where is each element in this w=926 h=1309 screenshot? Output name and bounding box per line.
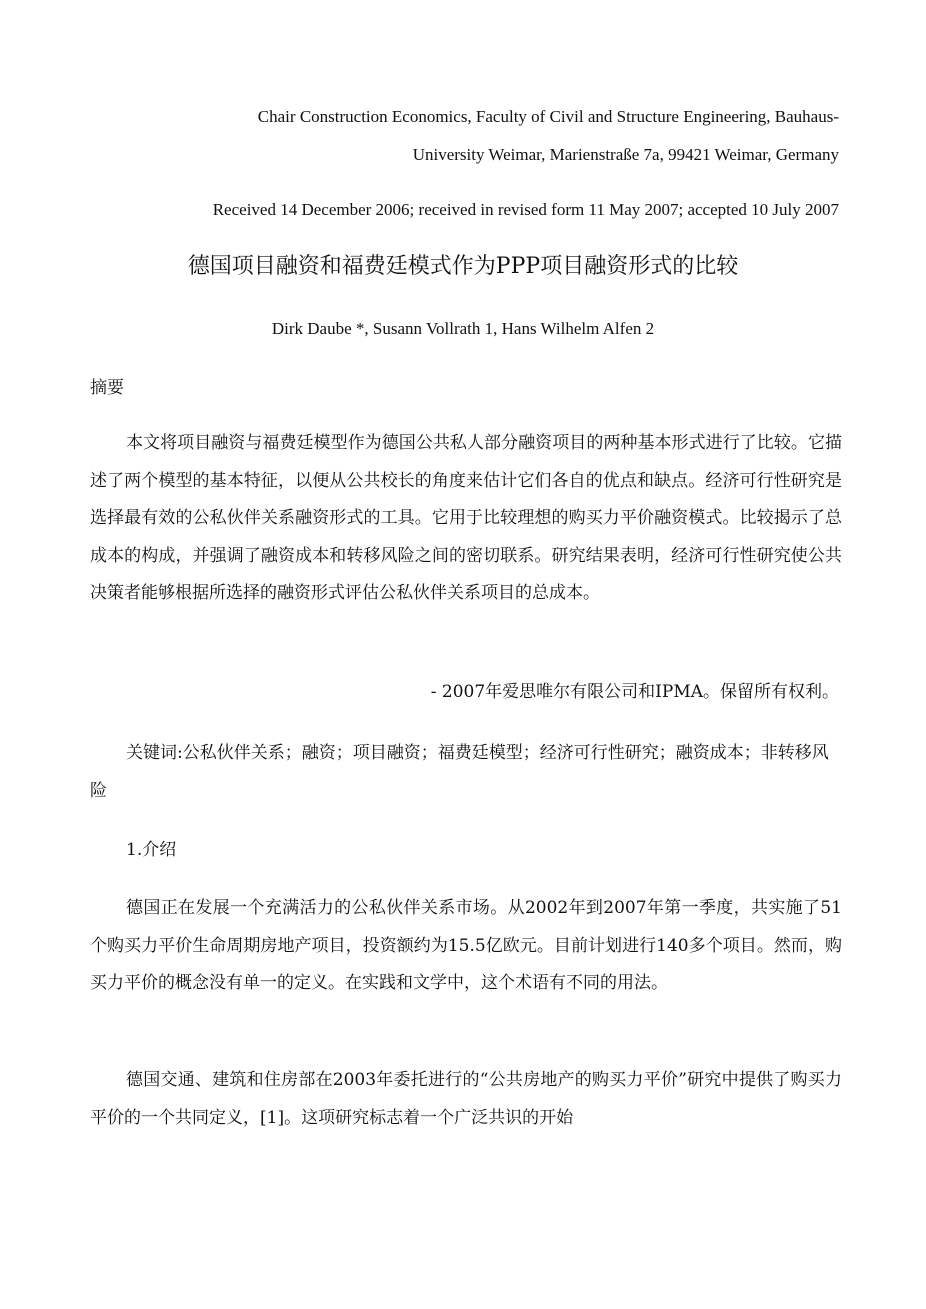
abstract-heading: 摘要 bbox=[90, 378, 124, 398]
affiliation-line-1: Chair Construction Economics, Faculty of Civil and Structure Engineering, Bauhaus- bbox=[257, 107, 839, 126]
paragraph: 德国正在发展一个充满活力的公私伙伴关系市场。从2002年到2007年第一季度，共实施了51个购买力平价生命周期房地产项目，投资额约为15.5亿欧元。目前计划进行140多个项目。然而，购买力平价的概念没有单一的定义。在实践和文学中，这个术语有不同的用法。 bbox=[90, 898, 842, 993]
paper-title: 德国项目融资和福费廷模式作为PPP项目融资形式的比较 bbox=[187, 254, 739, 279]
affiliation bbox=[139, 98, 839, 174]
received-dates: Received 14 December 2006; received in revised form 11 May 2007; accepted 10 July 2007 bbox=[212, 200, 839, 219]
section-heading-introduction: 1.介绍 bbox=[126, 840, 177, 860]
paragraph: 德国交通、建筑和住房部在2003年委托进行的“公共房地产的购买力平价”研究中提供了购买力平价的一个共同定义，[1]。这项研究标志着一个广泛共识的开始 bbox=[90, 1070, 842, 1128]
abstract-text: 本文将项目融资与福费廷模型作为德国公共私人部分融资项目的两种基本形式进行了比较。它描述了两个模型的基本特征，以便从公共校长的角度来估计它们各自的优点和缺点。经济可行性研究是选择最有效的公私伙伴关系融资形式的工具。它用于比较理想的购买力平价融资模式。比较揭示了总成本的构成，并强调了融资成本和转移风险之间的密切联系。研究结果表明，经济可行性研究使公共决策者能够根据所选择的融资形式评估公私伙伴关系项目的总成本。 bbox=[90, 433, 842, 603]
affiliation-line-2: University Weimar, Marienstraße 7a, 99421 Weimar, Germany bbox=[412, 145, 839, 164]
author-list: Dirk Daube *, Susann Vollrath 1, Hans Wilhelm Alfen 2 bbox=[271, 319, 655, 338]
copyright-notice: - 2007年爱思唯尔有限公司和IPMA。保留所有权利。 bbox=[430, 682, 839, 702]
keywords: 关键词:公私伙伴关系；融资；项目融资；福费廷模型；经济可行性研究；融资成本；非转移风险 bbox=[90, 743, 829, 801]
